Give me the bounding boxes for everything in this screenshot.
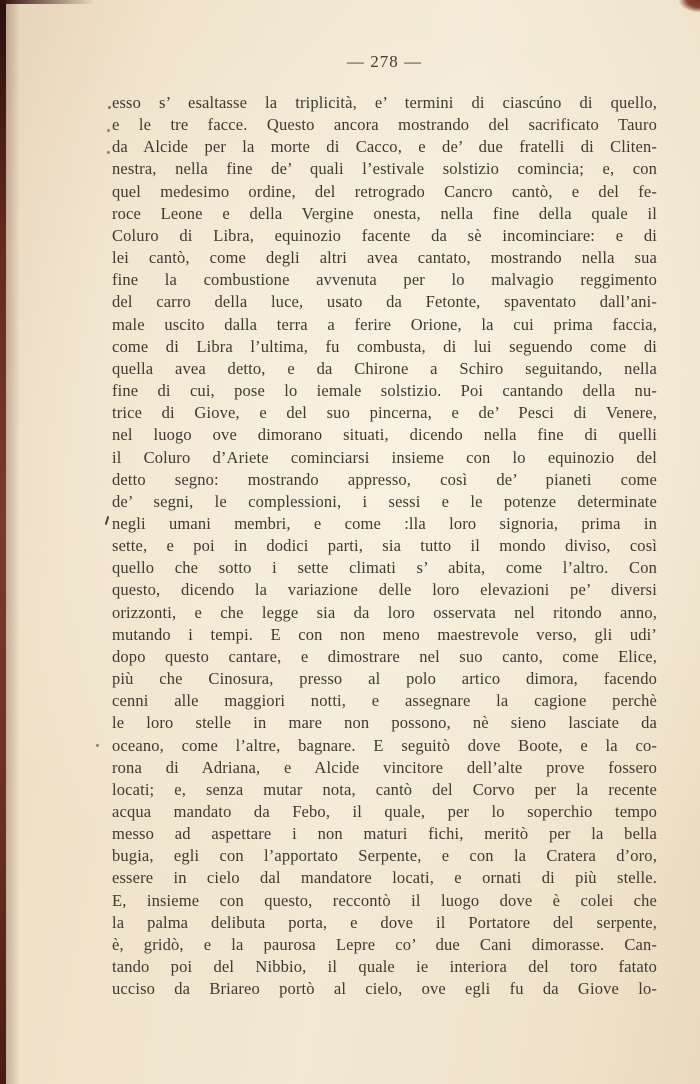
ink-speck: [108, 106, 111, 109]
scan-edge-top: [0, 0, 95, 4]
text-line: orizzonti, e che legge sia da loro osservata nel ritondo anno,: [112, 602, 657, 622]
text-line: acqua mandato da Febo, il quale, per lo soperchio tempo: [112, 802, 657, 821]
text-line: da Alcide per la morte di Cacco, e de’ due fratelli di Cliten-: [112, 137, 657, 157]
text-line: bugia, egli con l’apportato Serpente, e con la Cratera d’oro,: [112, 846, 657, 866]
text-line: dopo questo cantare, e dimostrare nel suo canto, come Elice,: [112, 646, 657, 666]
text-line: più che Cinosura, presso al polo artico dimora, facendo: [112, 669, 657, 689]
text-line: come di Libra l’ultima, fu combusta, di lui seguendo come di: [112, 336, 657, 356]
text-line: il Coluro d’Ariete cominciarsi insieme con lo equinozio del: [112, 447, 657, 467]
page-number: — 278 —: [347, 52, 422, 71]
text-line: quel medesimo ordine, del retrogrado Cancro cantò, e del fe-: [112, 181, 657, 201]
scan-edge-left-shadow: [6, 0, 20, 1084]
text-line: quello che sotto i sette climati s’ abita, come l’altro. Con: [112, 558, 657, 578]
text-line: lei cantò, come degli altri avea cantato, mostrando nella sua: [112, 248, 657, 268]
text-line: nestra, nella fine de’ quali l’estivale solstizio comincia; e, con: [112, 159, 657, 179]
text-line: ucciso da Briareo portò al cielo, ove egli fu da Giove lo-: [112, 979, 657, 999]
text-line: male uscito dalla terra a ferire Orione, la cui prima faccia,: [112, 314, 657, 334]
ink-speck: [107, 151, 110, 154]
text-line: essere in cielo dal mandatore locati, e ornati di più stelle.: [112, 868, 657, 888]
text-line: de’ segni, le complessioni, i sessi e le potenze determinate: [112, 491, 657, 511]
text-line: roce Leone e della Vergine onesta, nella fine della quale il: [112, 203, 657, 223]
text-line: le loro stelle in mare non possono, nè sieno lasciate da: [112, 713, 657, 733]
text-line: mutando i tempi. E con non meno maestrevole verso, gli udi’: [112, 624, 657, 644]
text-line: oceano, come l’altre, bagnare. E seguitò dove Boote, e la co-: [112, 735, 657, 755]
ink-stray-mark: [105, 516, 110, 525]
text-line: la palma delibuta porta, e dove il Portatore del serpente,: [112, 912, 657, 932]
text-line: detto segno: mostrando appresso, così de’ pianeti come: [112, 469, 657, 489]
scan-mark-top-right: [676, 0, 700, 13]
text-line: sette, e poi in dodici parti, sia tutto il mondo diviso, così: [112, 536, 657, 556]
text-line: Coluro di Libra, equinozio facente da sè incominciare: e di: [112, 225, 657, 245]
text-line: e le tre facce. Questo ancora mostrando del sacrificato Tauro: [112, 115, 657, 135]
ink-speck: [96, 744, 99, 747]
text-line: negli umani membri, e come :lla loro signoria, prima in: [112, 513, 657, 533]
text-line: è, gridò, e la paurosa Lepre co’ due Cani dimorasse. Can-: [112, 934, 657, 954]
text-line: trice di Giove, e del suo pincerna, e de’ Pesci di Venere,: [112, 403, 657, 423]
text-line: cenni alle maggiori notti, e assegnare la cagione perchè: [112, 691, 657, 711]
text-line: tando poi del Nibbio, il quale ie interiora del toro fatato: [112, 957, 657, 977]
text-line: esso s’ esaltasse la triplicità, e’ termini di ciascúno di quello,: [112, 93, 657, 112]
text-line: fine la combustione avvenuta per lo malvagio reggimento: [112, 270, 657, 290]
text-line: questo, dicendo la variazione delle loro elevazioni pe’ diversi: [112, 580, 657, 600]
text-line: del carro della luce, usato da Fetonte, spaventato dall’ani-: [112, 292, 657, 312]
text-line: locati; e, senza mutar nota, cantò del Corvo per la recente: [112, 779, 657, 799]
ink-speck: [107, 129, 110, 132]
text-line: rona di Adriana, e Alcide vincitore dell’alte prove fossero: [112, 757, 657, 777]
text-line: E, insieme con questo, reccontò il luogo dove è colei che: [112, 890, 657, 910]
body-text: [112, 92, 657, 1000]
text-line: nel luogo ove dimorano situati, dicendo nella fine di quelli: [112, 425, 657, 445]
text-line: quella avea detto, e da Chirone a Schiro seguitando, nella: [112, 358, 657, 378]
text-line: messo ad aspettare i non maturi fichi, meritò per la bella: [112, 824, 657, 844]
text-line: fine di cui, pose lo iemale solstizio. Poi cantando della nu-: [112, 381, 657, 401]
